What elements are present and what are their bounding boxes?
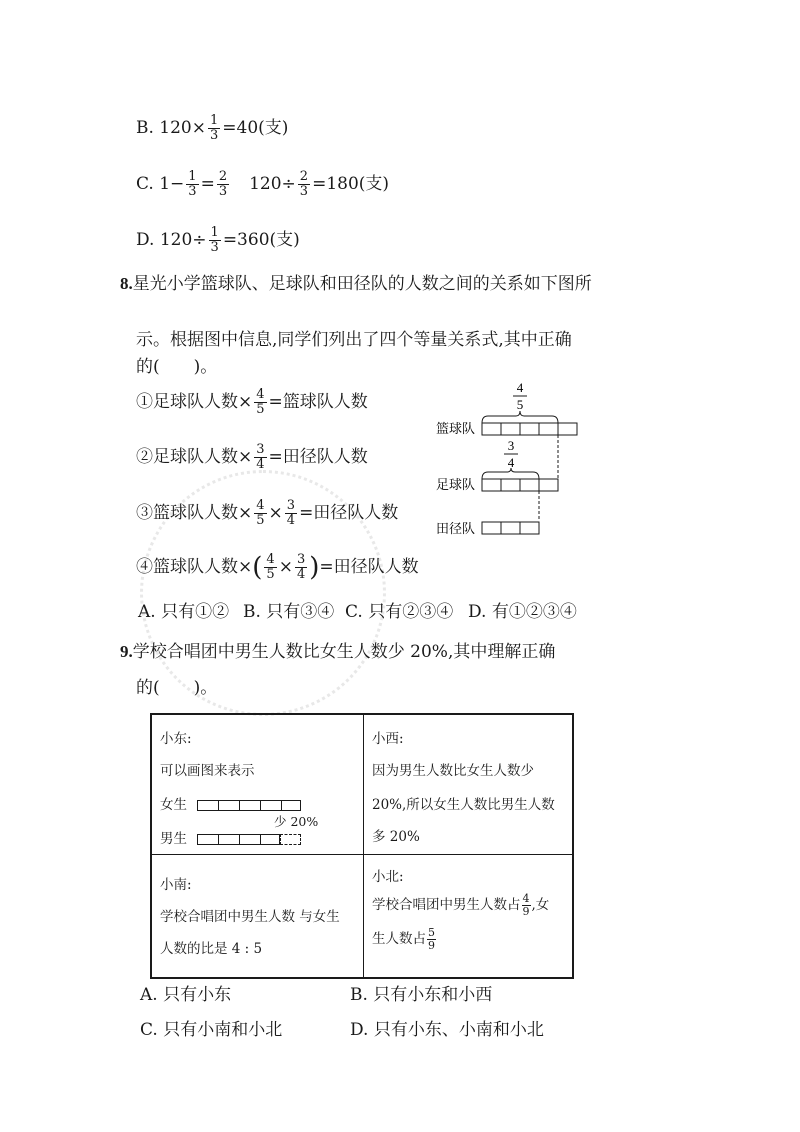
q9-option-d[interactable]: D. 只有小东、小南和小北 <box>350 1020 544 1040</box>
basketball-bar <box>482 423 577 435</box>
q7-option-b[interactable]: B. 120× $\frac{1}{3}$ =40(支) <box>136 113 289 143</box>
xiaobei-line1: 学校合唱团中男生人数占 $\frac{4}{9}$ ,女 <box>372 892 550 918</box>
q8-number: 8. <box>120 274 133 293</box>
q8-bar-diagram <box>430 376 600 546</box>
q9-stem-line2: 的( )。 <box>136 678 218 698</box>
q7-option-d[interactable]: D. 120÷ $\frac{1}{3}$ =360(支) <box>136 225 300 255</box>
cell-xiaodong: 小东: 可以画图来表示 女生 少 20% 男生 <box>151 714 364 855</box>
track-bar <box>482 522 539 534</box>
q9-number: 9. <box>120 642 133 661</box>
q8-stem-line3: 的( )。 <box>136 357 218 377</box>
boy-bar-missing <box>280 834 301 845</box>
diagram-frac2-denominator: 4 <box>507 455 515 470</box>
boy-row: 男生 <box>160 829 301 849</box>
diagram-frac1-numerator: 4 <box>516 380 524 395</box>
q8-option-d[interactable]: D. 有①②③④ <box>468 602 577 622</box>
q8-statement-3: ③篮球队人数× $\frac{4}{5}$ × $\frac{3}{4}$ =田径队人数 <box>136 498 399 528</box>
diagram-frac1-denominator: 5 <box>516 397 524 412</box>
cell-xiaonan: 小南: 学校合唱团中男生人数 与女生 人数的比是 4 : 5 <box>151 855 364 979</box>
q9-stem-line1: 9.学校合唱团中男生人数比女生人数少 20%,其中理解正确 <box>120 642 556 662</box>
girl-row: 女生 <box>160 795 301 815</box>
q9-option-b[interactable]: B. 只有小东和小西 <box>350 985 493 1005</box>
cell-xiaoxi: 小西: 因为男生人数比女生人数少 20%,所以女生人数比男生人数 多 20% <box>364 714 574 855</box>
diagram-label-basketball: 篮球队 <box>436 422 476 437</box>
q7-option-c[interactable]: C. 1− $\frac{1}{3}$ = $\frac{2}{3}$ 120÷ $\frac{2}{3}$ =180(支) <box>136 169 390 199</box>
q8-option-c[interactable]: C. 只有②③④ <box>345 602 454 622</box>
diagram-frac2-numerator: 3 <box>507 438 515 453</box>
xiaobei-line2: 生人数占 $\frac{5}{9}$ <box>372 926 435 952</box>
q8-option-a[interactable]: A. 只有①② <box>138 602 230 622</box>
q9-option-c[interactable]: C. 只有小南和小北 <box>140 1020 283 1040</box>
cell-xiaobei: 小北: 学校合唱团中男生人数占 $\frac{4}{9}$ ,女 生人数占 $\frac{5}{9}$ <box>364 855 574 979</box>
girl-bar <box>197 800 301 811</box>
q8-statement-2: ②足球队人数× $\frac{3}{4}$ =田径队人数 <box>136 442 368 472</box>
q8-option-b[interactable]: B. 只有③④ <box>243 602 335 622</box>
q8-stem-line2: 示。根据图中信息,同学们列出了四个等量关系式,其中正确 <box>136 330 572 350</box>
diagram-label-track: 田径队 <box>436 522 476 537</box>
diagram-label-football: 足球队 <box>436 478 476 493</box>
q9-option-a[interactable]: A. 只有小东 <box>140 985 232 1005</box>
boy-bar <box>197 834 280 845</box>
q9-opinion-table <box>150 713 574 979</box>
q8-stem-line1: 8.星光小学篮球队、足球队和田径队的人数之间的关系如下图所 <box>120 274 592 294</box>
q8-statement-4: ④篮球队人数×( $\frac{4}{5}$ × $\frac{3}{4}$ )=田径队人数 <box>136 552 419 583</box>
less-20-label: 少 20% <box>274 814 319 829</box>
q8-statement-1: ①足球队人数× $\frac{4}{5}$ =篮球队人数 <box>136 387 368 417</box>
